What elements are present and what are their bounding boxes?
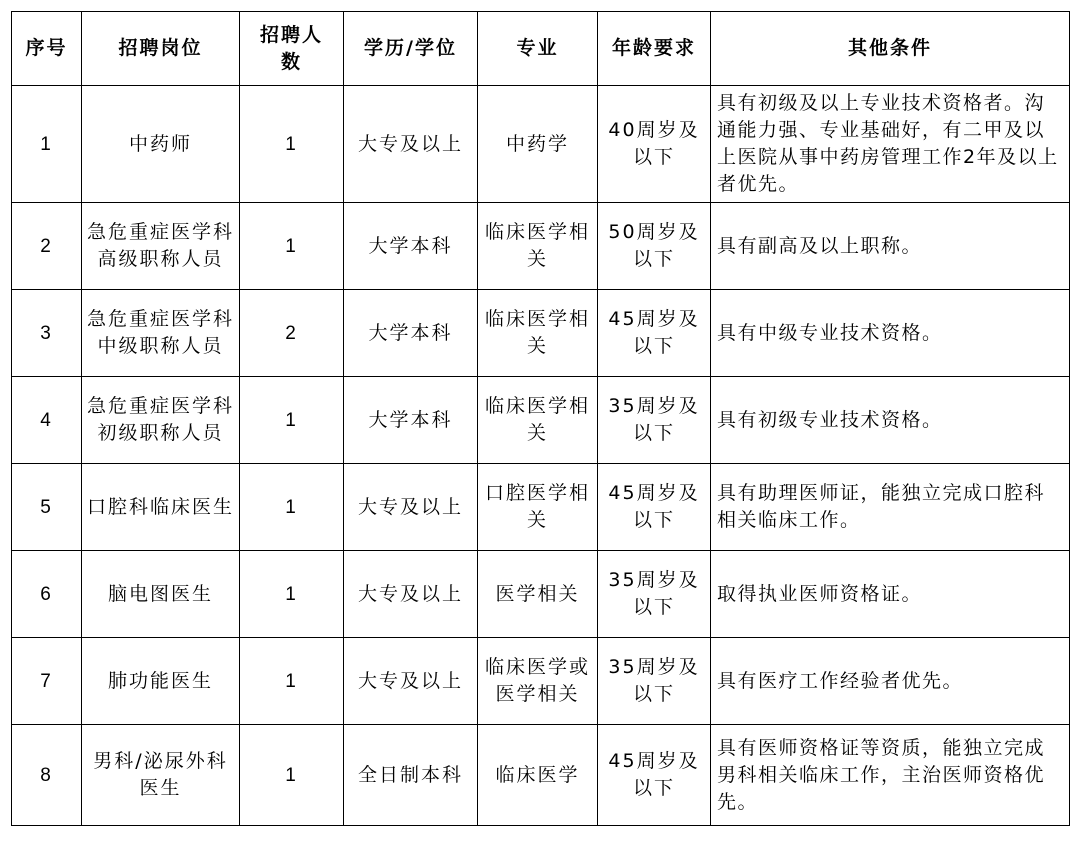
cell-no: 1: [12, 86, 82, 203]
cell-major: 口腔医学相关: [478, 464, 598, 551]
cell-post: 急危重症医学科初级职称人员: [82, 377, 240, 464]
cell-post: 脑电图医生: [82, 551, 240, 638]
cell-count: 1: [240, 551, 344, 638]
cell-no: 4: [12, 377, 82, 464]
header-age: 年龄要求: [598, 12, 711, 86]
header-edu: 学历/学位: [344, 12, 478, 86]
cell-major: 临床医学相关: [478, 377, 598, 464]
cell-count: 1: [240, 203, 344, 290]
cell-no: 5: [12, 464, 82, 551]
cell-edu: 大专及以上: [344, 86, 478, 203]
cell-age: 45周岁及以下: [598, 725, 711, 826]
cell-count: 1: [240, 377, 344, 464]
cell-cond: 具有医疗工作经验者优先。: [711, 638, 1070, 725]
cell-no: 6: [12, 551, 82, 638]
cell-edu: 大专及以上: [344, 638, 478, 725]
table-row: [12, 290, 1070, 377]
cell-age: 50周岁及以下: [598, 203, 711, 290]
cell-age: 45周岁及以下: [598, 290, 711, 377]
cell-age: 45周岁及以下: [598, 464, 711, 551]
table-row: [12, 377, 1070, 464]
cell-post: 口腔科临床医生: [82, 464, 240, 551]
cell-cond: 具有副高及以上职称。: [711, 203, 1070, 290]
cell-age: 35周岁及以下: [598, 638, 711, 725]
cell-edu: 大学本科: [344, 203, 478, 290]
cell-age: 35周岁及以下: [598, 377, 711, 464]
table-row: [12, 86, 1070, 203]
cell-no: 8: [12, 725, 82, 826]
cell-edu: 大学本科: [344, 377, 478, 464]
header-row: [12, 12, 1070, 86]
cell-cond: 具有助理医师证，能独立完成口腔科相关临床工作。: [711, 464, 1070, 551]
cell-no: 2: [12, 203, 82, 290]
header-post: 招聘岗位: [82, 12, 240, 86]
cell-major: 医学相关: [478, 551, 598, 638]
cell-no: 3: [12, 290, 82, 377]
cell-post: 肺功能医生: [82, 638, 240, 725]
cell-post: 急危重症医学科中级职称人员: [82, 290, 240, 377]
header-cond: 其他条件: [711, 12, 1070, 86]
table-row: [12, 551, 1070, 638]
header-major: 专业: [478, 12, 598, 86]
cell-post: 中药师: [82, 86, 240, 203]
table-row: [12, 638, 1070, 725]
cell-no: 7: [12, 638, 82, 725]
cell-count: 2: [240, 290, 344, 377]
recruitment-table: [11, 11, 1070, 826]
cell-major: 临床医学相关: [478, 203, 598, 290]
table-row: [12, 725, 1070, 826]
cell-post: 急危重症医学科高级职称人员: [82, 203, 240, 290]
cell-count: 1: [240, 725, 344, 826]
table-row: [12, 203, 1070, 290]
table-row: [12, 464, 1070, 551]
cell-edu: 大专及以上: [344, 464, 478, 551]
cell-cond: 取得执业医师资格证。: [711, 551, 1070, 638]
cell-major: 临床医学: [478, 725, 598, 826]
cell-edu: 大学本科: [344, 290, 478, 377]
cell-cond: 具有中级专业技术资格。: [711, 290, 1070, 377]
header-count: 招聘人数: [240, 12, 344, 86]
cell-age: 35周岁及以下: [598, 551, 711, 638]
cell-major: 中药学: [478, 86, 598, 203]
cell-edu: 全日制本科: [344, 725, 478, 826]
cell-count: 1: [240, 464, 344, 551]
cell-cond: 具有医师资格证等资质，能独立完成男科相关临床工作，主治医师资格优先。: [711, 725, 1070, 826]
cell-count: 1: [240, 86, 344, 203]
cell-major: 临床医学相关: [478, 290, 598, 377]
cell-cond: 具有初级专业技术资格。: [711, 377, 1070, 464]
cell-edu: 大专及以上: [344, 551, 478, 638]
cell-post: 男科/泌尿外科医生: [82, 725, 240, 826]
cell-major: 临床医学或医学相关: [478, 638, 598, 725]
cell-cond: 具有初级及以上专业技术资格者。沟通能力强、专业基础好，有二甲及以上医院从事中药房管理工作2年及以上者优先。: [711, 86, 1070, 203]
cell-count: 1: [240, 638, 344, 725]
header-no: 序号: [12, 12, 82, 86]
cell-age: 40周岁及以下: [598, 86, 711, 203]
